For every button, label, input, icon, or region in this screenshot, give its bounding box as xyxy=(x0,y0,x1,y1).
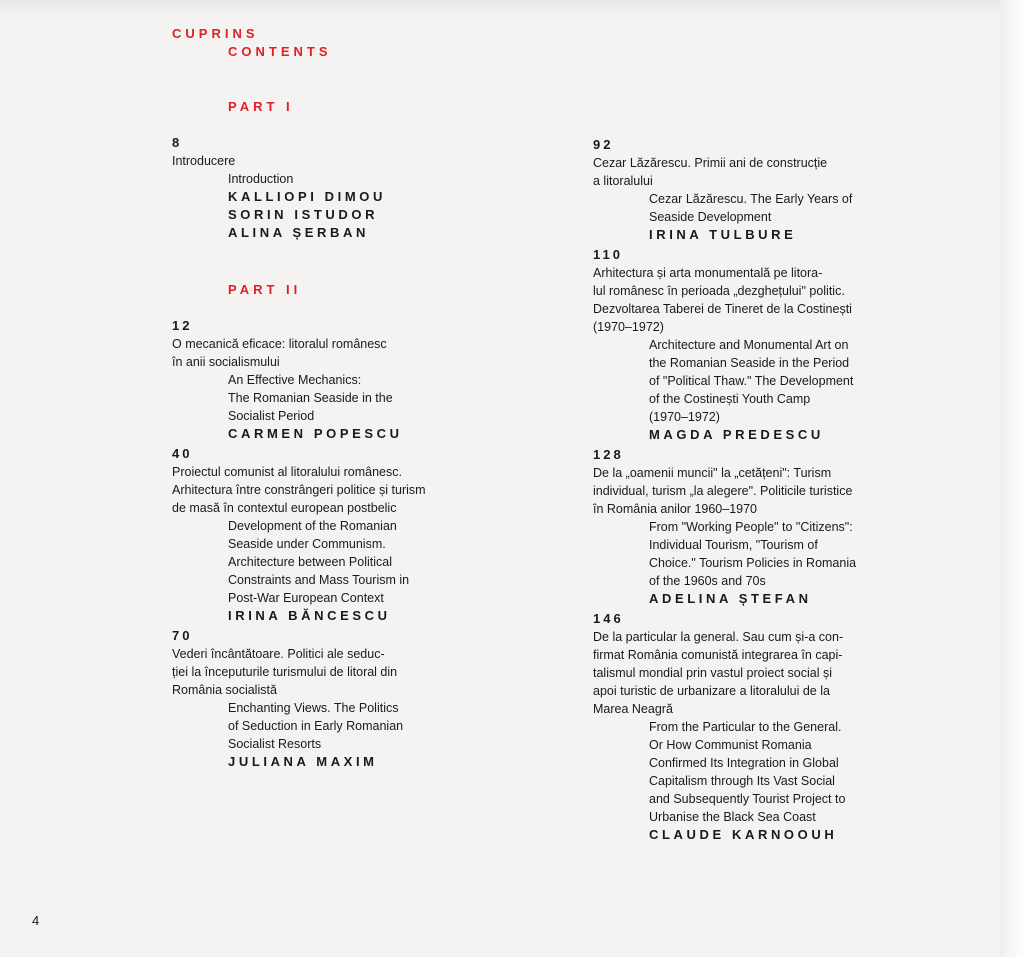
entry-page-number: 128 xyxy=(593,447,624,462)
entry-title-ro xyxy=(593,628,923,718)
entry-title-ro xyxy=(593,464,923,518)
title-en-line: (1970–1972) xyxy=(649,410,720,424)
entry-page-number: 92 xyxy=(593,137,614,152)
title-ro-line: Arhitectura între constrângeri politice și turism xyxy=(172,483,426,497)
title-ro-line: Marea Neagră xyxy=(593,702,673,716)
entry-title-en xyxy=(172,517,472,607)
title-en-line: The Romanian Seaside in the xyxy=(228,391,393,405)
title-ro-line: Proiectul comunist al litoralului românesc. xyxy=(172,465,402,479)
entry-page-number: 40 xyxy=(172,446,193,461)
title-en-line: Socialist Period xyxy=(228,409,315,423)
toc-entry[interactable] xyxy=(593,610,923,844)
toc-entry[interactable] xyxy=(593,136,923,244)
title-ro-line: a litoralului xyxy=(593,174,653,188)
toc-entry-introduction[interactable] xyxy=(172,134,472,242)
page-top-shadow xyxy=(0,0,1024,14)
title-ro-line: în anii socialismului xyxy=(172,355,280,369)
title-en-line: Cezar Lăzărescu. The Early Years of xyxy=(649,192,853,206)
title-en-line: Post-War European Context xyxy=(228,591,384,605)
entry-title-en xyxy=(593,718,923,826)
title-ro-line: Arhitectura și arta monumentală pe litora- xyxy=(593,266,823,280)
title-en-line: An Effective Mechanics: xyxy=(228,373,362,387)
title-en-line: Architecture and Monumental Art on xyxy=(649,338,849,352)
entry-author: IRINA BĂNCESCU xyxy=(228,608,391,623)
title-ro-line: Introducere xyxy=(172,154,236,168)
toc-left-column xyxy=(172,317,472,773)
title-ro-line: de masă în contextul european postbelic xyxy=(172,501,397,515)
entry-page-number: 70 xyxy=(172,628,193,643)
title-ro-line: O mecanică eficace: litoralul românesc xyxy=(172,337,387,351)
title-ro-line: ției la începuturile turismului de litoral din xyxy=(172,665,398,679)
entry-author: CARMEN POPESCU xyxy=(228,426,403,441)
entry-title-en xyxy=(172,170,472,188)
title-ro-line: De la „oamenii muncii" la „cetățeni": Turism xyxy=(593,466,832,480)
title-ro-line: România socialistă xyxy=(172,683,277,697)
page-edge xyxy=(1000,0,1024,957)
title-en-line: Confirmed Its Integration in Global xyxy=(649,756,839,770)
entry-page-number: 146 xyxy=(593,611,624,626)
title-en-line: of the 1960s and 70s xyxy=(649,574,766,588)
title-en-line: Enchanting Views. The Politics xyxy=(228,701,399,715)
title-en-line: Individual Tourism, "Tourism of xyxy=(649,538,818,552)
title-en-line: Architecture between Political xyxy=(228,555,392,569)
part-1-label: PART I xyxy=(228,99,294,114)
title-en-line: Seaside Development xyxy=(649,210,772,224)
title-en-line: Development of the Romanian xyxy=(228,519,397,533)
entry-title-en xyxy=(593,518,923,590)
title-en-line: of the Costinești Youth Camp xyxy=(649,392,811,406)
title-ro-line: firmat România comunistă integrarea în capi- xyxy=(593,648,843,662)
title-en: CONTENTS xyxy=(228,44,332,59)
title-en-line: of "Political Thaw." The Development xyxy=(649,374,854,388)
title-en-line: Constraints and Mass Tourism in xyxy=(228,573,410,587)
entry-title-ro xyxy=(172,335,472,371)
entry-author: SORIN ISTUDOR xyxy=(228,207,379,222)
title-en-line: Introduction xyxy=(228,172,294,186)
title-ro-line: Dezvoltarea Taberei de Tineret de la Costinești xyxy=(593,302,852,316)
title-en-line: Choice." Tourism Policies in Romania xyxy=(649,556,857,570)
title-en-line: From "Working People" to "Citizens": xyxy=(649,520,853,534)
toc-entry[interactable] xyxy=(172,445,472,625)
entry-page-number: 8 xyxy=(172,135,183,150)
title-en-line: Capitalism through Its Vast Social xyxy=(649,774,835,788)
entry-author: ADELINA ȘTEFAN xyxy=(649,591,812,606)
entry-title-en xyxy=(593,190,923,226)
title-ro-line: individual, turism „la alegere". Politicile turistice xyxy=(593,484,853,498)
title-en-line: and Subsequently Tourist Project to xyxy=(649,792,846,806)
title-ro-line: talismul mondial prin vastul proiect social și xyxy=(593,666,832,680)
title-en-line: Or How Communist Romania xyxy=(649,738,812,752)
entry-title-en xyxy=(172,699,472,753)
title-ro-line: apoi turistic de urbanizare a litoralului de la xyxy=(593,684,830,698)
entry-author: MAGDA PREDESCU xyxy=(649,427,824,442)
title-en-line: Socialist Resorts xyxy=(228,737,322,751)
entry-title-en xyxy=(172,371,472,425)
title-ro-line: în România anilor 1960–1970 xyxy=(593,502,758,516)
title-ro-line: Cezar Lăzărescu. Primii ani de construcție xyxy=(593,156,828,170)
toc-entry[interactable] xyxy=(593,246,923,444)
entry-author: KALLIOPI DIMOU xyxy=(228,189,387,204)
title-ro-line: (1970–1972) xyxy=(593,320,664,334)
entry-title-ro xyxy=(172,463,472,517)
title-en-line: the Romanian Seaside in the Period xyxy=(649,356,850,370)
entry-author: IRINA TULBURE xyxy=(649,227,797,242)
entry-title-ro xyxy=(172,152,472,170)
title-ro-line: lul românesc în perioada „dezghețului" politic. xyxy=(593,284,845,298)
toc-entry[interactable] xyxy=(593,446,923,608)
title-ro-line: De la particular la general. Sau cum și-a con- xyxy=(593,630,844,644)
title-en-line: Urbanise the Black Sea Coast xyxy=(649,810,816,824)
part-2-label: PART II xyxy=(228,282,302,297)
title-en-line: From the Particular to the General. xyxy=(649,720,842,734)
title-en-line: Seaside under Communism. xyxy=(228,537,386,551)
title-en-line: of Seduction in Early Romanian xyxy=(228,719,404,733)
title-ro: CUPRINS xyxy=(172,26,259,41)
entry-page-number: 12 xyxy=(172,318,193,333)
entry-author: JULIANA MAXIM xyxy=(228,754,378,769)
toc-right-column xyxy=(593,136,923,846)
entry-title-ro xyxy=(593,264,923,336)
entry-author: ALINA ȘERBAN xyxy=(228,225,369,240)
entry-page-number: 110 xyxy=(593,247,623,262)
entry-title-en xyxy=(593,336,923,426)
entry-title-ro xyxy=(593,154,923,190)
toc-entry[interactable] xyxy=(172,627,472,771)
title-ro-line: Vederi încântătoare. Politici ale seduc- xyxy=(172,647,385,661)
entry-title-ro xyxy=(172,645,472,699)
toc-entry[interactable] xyxy=(172,317,472,443)
entry-author: CLAUDE KARNOOUH xyxy=(649,827,838,842)
page-number: 4 xyxy=(32,913,40,928)
